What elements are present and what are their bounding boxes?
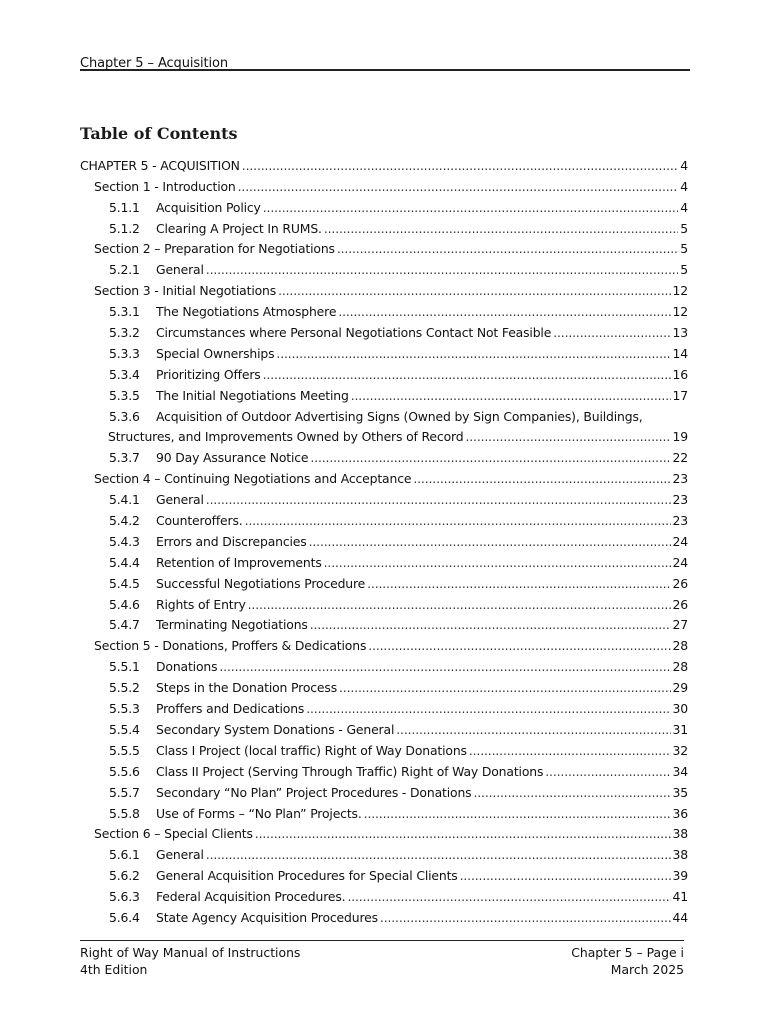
toc-entry-title: Proffers and Dedications [156, 701, 305, 717]
toc-entry-title: Section 2 – Preparation for Negotiations [94, 241, 335, 257]
toc-entry-page: 22 [672, 450, 688, 466]
toc-entry-title: Clearing A Project In RUMS. [156, 220, 322, 236]
toc-entry[interactable] [80, 486, 688, 507]
toc-entry[interactable] [80, 591, 688, 612]
toc-leader-dots [242, 158, 678, 173]
toc-entry-page: 38 [672, 847, 688, 863]
toc-leader-dots [545, 764, 670, 779]
toc-entry-title: Circumstances where Personal Negotiations Contact Not Feasible [156, 325, 552, 341]
toc-entry-page: 14 [672, 345, 688, 361]
toc-entry[interactable] [80, 194, 688, 215]
toc-entry-page: 17 [672, 387, 688, 403]
toc-entry-title: Secondary System Donations - General [156, 721, 395, 737]
toc-entry[interactable] [80, 319, 688, 340]
toc-entry-page: 35 [672, 784, 688, 800]
toc-entry-page: 36 [672, 805, 688, 821]
toc-entry[interactable] [80, 779, 688, 800]
toc-entry[interactable] [80, 215, 688, 236]
toc-entry[interactable] [80, 653, 688, 674]
toc-entry-number: 5.5.3 [109, 701, 140, 717]
toc-entry[interactable] [80, 862, 688, 883]
toc-entry-page: 26 [672, 575, 688, 591]
toc-entry-title: Terminating Negotiations [156, 617, 308, 633]
toc-entry-number: 5.1.1 [109, 199, 140, 215]
toc-entry[interactable] [80, 382, 688, 403]
toc-leader-dots [337, 241, 678, 256]
toc-entry-page: 28 [672, 638, 688, 654]
toc-leader-dots [206, 492, 671, 507]
toc-entry-title: Donations [156, 659, 218, 675]
toc-entry[interactable] [80, 570, 688, 591]
toc-leader-dots [263, 200, 679, 215]
toc-entry[interactable] [80, 340, 688, 361]
footer-manual-title: Right of Way Manual of Instructions [80, 945, 301, 960]
toc-entry-page: 26 [672, 596, 688, 612]
toc-leader-dots [367, 576, 670, 591]
toc-leader-dots [276, 346, 670, 361]
page-footer [80, 940, 684, 977]
toc-entry-number: 5.6.1 [109, 847, 140, 863]
toc-entry-title: Acquisition Policy [156, 199, 261, 215]
toc-leader-dots [278, 283, 670, 298]
footer-left [80, 944, 300, 978]
toc-entry-title: Successful Negotiations Procedure [156, 575, 366, 591]
toc-entry-title: State Agency Acquisition Procedures [156, 909, 378, 925]
toc-entry-number: 5.4.2 [109, 513, 140, 529]
toc-leader-dots [306, 701, 670, 716]
toc-entry-title: Class II Project (Serving Through Traffic) Right of Way Donations [156, 763, 544, 779]
toc-leader-dots [245, 513, 671, 528]
toc-entry[interactable] [80, 632, 688, 653]
toc-entry-page: 5 [680, 220, 688, 236]
toc-entry-title: The Negotiations Atmosphere [156, 304, 337, 320]
toc-entry-number: 5.4.6 [109, 596, 140, 612]
toc-leader-dots [310, 450, 670, 465]
toc-entry-page: 31 [672, 721, 688, 737]
toc-entry[interactable] [80, 444, 688, 465]
toc-entry-number: 5.4.4 [109, 554, 140, 570]
toc-leader-dots [338, 304, 670, 319]
toc-entry[interactable] [80, 361, 688, 382]
toc-leader-dots [553, 325, 670, 340]
toc-leader-dots [324, 221, 678, 236]
toc-leader-dots [238, 179, 679, 194]
toc-entry-number: 5.3.3 [109, 345, 140, 361]
table-of-contents [80, 152, 688, 925]
toc-entry[interactable] [80, 904, 688, 925]
toc-entry[interactable] [80, 612, 688, 633]
toc-entry-title: General [156, 847, 204, 863]
toc-leader-dots [248, 597, 671, 612]
toc-leader-dots [460, 868, 671, 883]
toc-leader-dots [309, 534, 671, 549]
toc-leader-dots [351, 388, 671, 403]
toc-entry-page: 23 [672, 492, 688, 508]
toc-entry[interactable] [80, 883, 688, 904]
toc-entry[interactable] [80, 277, 688, 298]
toc-entry[interactable] [80, 173, 688, 194]
toc-entry-title-continued: Structures, and Improvements Owned by Others of Record [108, 429, 464, 445]
toc-entry[interactable] [80, 737, 688, 758]
toc-entry-number: 5.4.5 [109, 575, 140, 591]
toc-entry[interactable] [80, 800, 688, 821]
toc-entry-title: General [156, 492, 204, 508]
toc-entry-number: 5.4.7 [109, 617, 140, 633]
toc-leader-dots [413, 471, 670, 486]
toc-entry[interactable] [80, 298, 688, 319]
toc-entry-page: 24 [672, 554, 688, 570]
toc-leader-dots [263, 367, 671, 382]
toc-entry[interactable] [80, 465, 688, 486]
toc-entry-title: Counteroffers. [156, 513, 243, 529]
toc-entry[interactable] [80, 236, 688, 257]
toc-entry-number: 5.5.7 [109, 784, 140, 800]
toc-entry-page: 24 [672, 533, 688, 549]
toc-leader-dots [255, 826, 671, 841]
toc-entry-title: Use of Forms – “No Plan” Projects. [156, 805, 362, 821]
toc-entry-title: CHAPTER 5 - ACQUISITION [80, 157, 240, 173]
toc-leader-dots [219, 659, 670, 674]
toc-leader-dots [469, 743, 671, 758]
toc-entry-title: Special Ownerships [156, 345, 275, 361]
page-header [80, 52, 690, 71]
toc-entry-page: 19 [672, 429, 688, 445]
toc-entry-title: Section 4 – Continuing Negotiations and Acceptance [94, 471, 412, 487]
toc-entry-title: Section 5 - Donations, Proffers & Dedications [94, 638, 367, 654]
toc-entry-number: 5.6.2 [109, 868, 140, 884]
toc-entry-number: 5.5.4 [109, 721, 140, 737]
toc-entry[interactable] [80, 695, 688, 716]
toc-entry-title: General Acquisition Procedures for Special Clients [156, 868, 458, 884]
toc-entry-number: 5.3.2 [109, 325, 140, 341]
toc-entry[interactable] [80, 528, 688, 549]
toc-entry-number: 5.6.4 [109, 909, 140, 925]
header-title: Chapter 5 – Acquisition [80, 56, 229, 71]
toc-entry[interactable] [80, 821, 688, 842]
toc-entry-number: 5.3.7 [109, 450, 140, 466]
toc-entry-title: General [156, 262, 204, 278]
toc-entry-title: Steps in the Donation Process [156, 680, 338, 696]
toc-entry[interactable] [80, 716, 688, 737]
toc-entry-title: Section 3 - Initial Negotiations [94, 283, 277, 299]
toc-entry-title: Federal Acquisition Procedures. [156, 889, 346, 905]
toc-entry[interactable] [80, 841, 688, 862]
toc-entry[interactable] [80, 507, 688, 528]
toc-entry-page: 27 [672, 617, 688, 633]
toc-leader-dots [368, 638, 670, 653]
toc-leader-dots [324, 555, 671, 570]
toc-leader-dots [206, 847, 671, 862]
toc-entry-page: 29 [672, 680, 688, 696]
toc-entry-title: Acquisition of Outdoor Advertising Signs (Owned by Sign Companies), Buildings, [156, 408, 643, 424]
toc-entry-page: 44 [672, 909, 688, 925]
toc-entry-number: 5.5.6 [109, 763, 140, 779]
footer-right [571, 944, 684, 978]
toc-entry-number: 5.4.3 [109, 533, 140, 549]
toc-entry-number: 5.5.5 [109, 742, 140, 758]
toc-entry-title: Retention of Improvements [156, 554, 322, 570]
toc-entry[interactable] [80, 674, 688, 695]
toc-entry-title: Secondary “No Plan” Project Procedures - Donations [156, 784, 472, 800]
toc-entry-page: 38 [672, 826, 688, 842]
toc-entry-title: Prioritizing Offers [156, 366, 261, 382]
toc-entry-page: 30 [672, 701, 688, 717]
toc-entry-page: 12 [672, 283, 688, 299]
toc-entry-title: Section 6 – Special Clients [94, 826, 253, 842]
toc-entry-page: 4 [680, 157, 688, 173]
toc-entry-title: The Initial Negotiations Meeting [156, 387, 349, 403]
toc-entry-number: 5.3.5 [109, 387, 140, 403]
toc-entry-title: Rights of Entry [156, 596, 246, 612]
toc-leader-dots [206, 262, 678, 277]
footer-page-number: Chapter 5 – Page i [571, 945, 684, 960]
toc-entry-number: 5.5.8 [109, 805, 140, 821]
toc-entry-page: 13 [672, 325, 688, 341]
footer-edition: 4th Edition [80, 962, 148, 977]
toc-entry-page: 16 [672, 366, 688, 382]
toc-leader-dots [380, 910, 671, 925]
toc-leader-dots [396, 722, 670, 737]
toc-entry-number: 5.1.2 [109, 220, 140, 236]
toc-leader-dots [364, 806, 671, 821]
toc-entry-page: 28 [672, 659, 688, 675]
footer-date: March 2025 [610, 962, 684, 977]
toc-leader-dots [310, 617, 671, 632]
toc-entry-number: 5.3.4 [109, 366, 140, 382]
toc-leader-dots [339, 680, 671, 695]
toc-entry-title: Errors and Discrepancies [156, 533, 307, 549]
toc-entry-page: 4 [680, 199, 688, 215]
toc-entry-page: 23 [672, 471, 688, 487]
toc-entry-number: 5.2.1 [109, 262, 140, 278]
toc-entry-page: 12 [672, 304, 688, 320]
toc-entry-number: 5.5.2 [109, 680, 140, 696]
toc-entry-page: 32 [672, 742, 688, 758]
toc-entry-page: 34 [672, 763, 688, 779]
toc-entry-page: 4 [680, 178, 688, 194]
toc-entry-title: Section 1 - Introduction [94, 178, 236, 194]
toc-entry-page: 39 [672, 868, 688, 884]
toc-entry-number: 5.4.1 [109, 492, 140, 508]
toc-entry[interactable] [80, 256, 688, 277]
toc-entry-number: 5.5.1 [109, 659, 140, 675]
toc-entry-page: 5 [680, 241, 688, 257]
toc-entry[interactable] [80, 403, 688, 445]
toc-entry-page: 41 [672, 889, 688, 905]
toc-entry-number: 5.3.6 [109, 408, 140, 424]
toc-entry[interactable] [80, 152, 688, 173]
toc-entry-title: Class I Project (local traffic) Right of Way Donations [156, 742, 467, 758]
toc-title: Table of Contents [80, 124, 238, 143]
toc-leader-dots [465, 429, 670, 444]
toc-entry-title: 90 Day Assurance Notice [156, 450, 309, 466]
toc-entry[interactable] [80, 549, 688, 570]
toc-entry-number: 5.3.1 [109, 304, 140, 320]
toc-entry-number: 5.6.3 [109, 889, 140, 905]
toc-entry-page: 23 [672, 513, 688, 529]
toc-leader-dots [473, 785, 670, 800]
toc-entry-page: 5 [680, 262, 688, 278]
toc-entry[interactable] [80, 758, 688, 779]
toc-leader-dots [347, 889, 670, 904]
